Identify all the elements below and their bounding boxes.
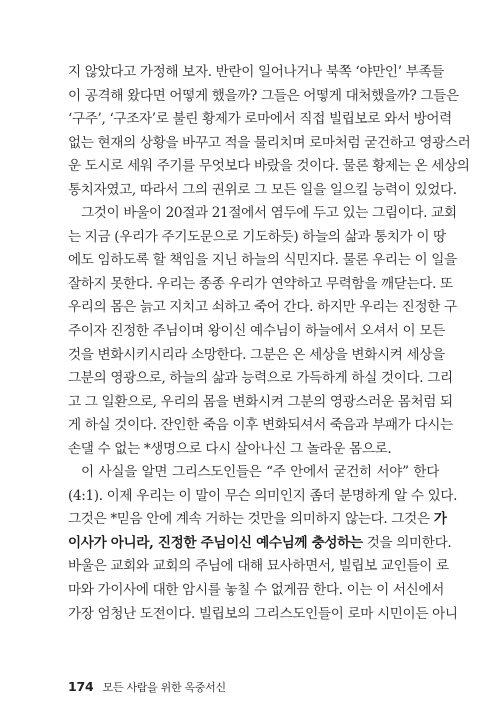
emphasis-text: 가 — [433, 511, 447, 528]
page-number: 174 — [68, 679, 94, 694]
paragraph-1 — [68, 61, 471, 202]
text-line: 게 하실 것이다. 잔인한 죽음 이후 변화되셔서 죽음과 부패가 다시는 — [68, 417, 453, 434]
text-line: 우리의 몸은 늙고 지치고 쇠하고 죽어 간다. 하지만 우리는 진정한 구 — [68, 299, 457, 316]
text-line: 마와 가이사에 대한 암시를 놓칠 수 없게끔 한다. 이는 이 서신에서 — [68, 582, 445, 599]
text-line-plain: 그것은 *믿음 안에 계속 거하는 것만을 의미하지 않는다. 그것은 — [68, 511, 430, 528]
text-line — [68, 508, 447, 532]
paragraph-2 — [68, 202, 457, 461]
text-line: ‘구주’, ‘구조자’로 불린 황제가 로마에서 직접 빌립보로 와서 방어력 — [68, 111, 452, 128]
text-line: 그것이 바울이 20절과 21절에서 염두에 두고 있는 그림이다. 교회 — [81, 205, 457, 222]
text-line-plain: 것을 의미한다. — [362, 534, 452, 551]
text-line: 지 않았다고 가정해 보자. 반란이 일어나거나 북쪽 ‘야만인’ 부족들 — [68, 64, 445, 80]
body-text — [68, 61, 471, 626]
text-line: 주이자 진정한 주님이며 왕이신 예수님이 하늘에서 오셔서 이 모든 — [68, 323, 445, 340]
text-line: 이 사실을 알면 그리스도인들은 “주 안에서 굳건히 서야” 한다 — [81, 464, 439, 481]
text-line: 것을 변화시키시리라 소망한다. 그분은 온 세상을 변화시켜 세상을 — [68, 346, 445, 363]
running-title: 모든 사람을 위한 옥중서신 — [102, 681, 226, 694]
emphasis-text: 이사가 아니라, 진정한 주님이신 예수님께 충성하는 — [68, 534, 363, 551]
text-line: 그분의 영광으로, 하늘의 삶과 능력으로 가득하게 하실 것이다. 그리 — [68, 370, 453, 387]
text-line: 바울은 교회와 교회의 주님에 대해 묘사하면서, 빌립보 교인들이 로 — [68, 558, 449, 575]
text-line: 손댈 수 없는 *생명으로 다시 살아나신 그 놀라운 몸으로. — [68, 440, 392, 457]
text-line: 는 지금 (우리가 주기도문으로 기도하듯) 하늘의 삶과 통치가 이 땅 — [68, 228, 446, 245]
text-line: (4:1). 이제 우리는 이 말이 무슨 의미인지 좀더 분명하게 알 수 있다. — [68, 487, 458, 504]
text-line: 통치자였고, 따라서 그의 권위로 그 모든 일을 일으킬 능력이 있었다. — [68, 181, 457, 198]
text-line: 잘하지 못한다. 우리는 종종 우리가 연약하고 무력함을 깨닫는다. 또 — [68, 275, 453, 292]
text-line: 가장 엄청난 도전이다. 빌립보의 그리스도인들이 로마 시민이든 아니 — [68, 605, 458, 622]
text-line — [68, 532, 452, 556]
text-line: 고 그 일환으로, 우리의 몸을 변화시켜 그분의 영광스러운 몸처럼 되 — [68, 393, 453, 410]
text-line: 에도 임하도록 할 책임을 지닌 하늘의 식민지다. 물론 우리는 이 일을 — [68, 252, 457, 269]
text-line: 이 공격해 왔다면 어떻게 했을까? 그들은 어떻게 대처했을까? 그들은 — [68, 87, 459, 104]
paragraph-3 — [68, 461, 458, 626]
page-footer — [68, 676, 226, 695]
text-line: 없는 현재의 상황을 바꾸고 적을 물리치며 로마처럼 굳건하고 영광스러 — [68, 134, 471, 151]
text-line: 운 도시로 세워 주기를 무엇보다 바랐을 것이다. 물론 황제는 온 세상의 — [68, 158, 470, 175]
